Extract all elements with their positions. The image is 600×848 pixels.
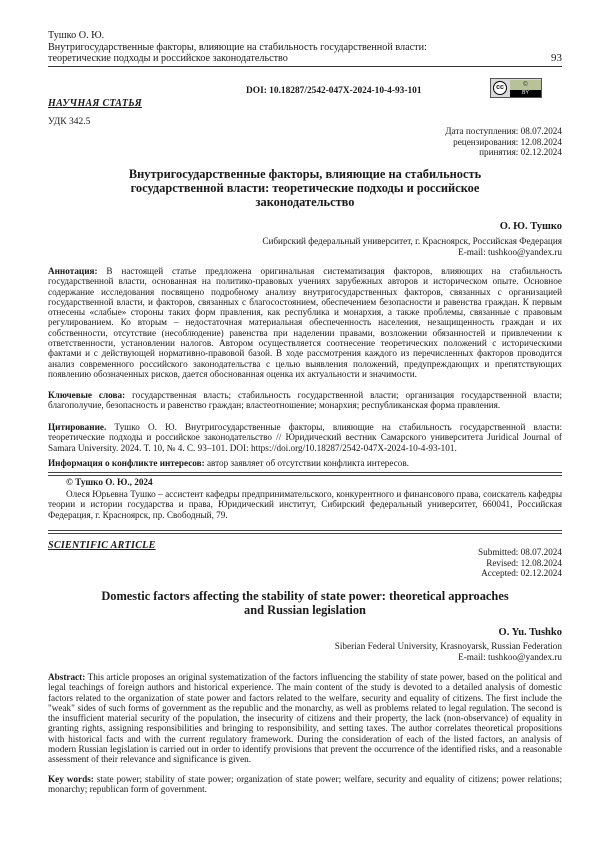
- header-divider: [48, 66, 562, 67]
- doi-label: DOI: 10.18287/2542-047X-2024-10-4-93-101: [246, 86, 422, 96]
- citation-ru-text: Тушко О. Ю. Внутригосударственные факторы, влияющие на стабильность государственной власти: теоретические подходы и российское законодательство // Юридический вестник Самарского университета Juridical Journal of Samara University. 2024. Т. 10, № 4. С. 93–101. DOI: https://doi.org/10.18287/2542-047X-2024-10-4-93-101.: [48, 422, 562, 453]
- section-type-ru: НАУЧНАЯ СТАТЬЯ: [48, 98, 142, 109]
- keywords-en-text: state power; stability of state power; organization of state power; welfare, security and equality of citizens; power relations; monarchy; republican form of government.: [48, 774, 562, 795]
- title-en-line: Domestic factors affecting the stability of state power: theoretical approaches: [101, 589, 509, 603]
- dates-ru: [445, 126, 562, 158]
- abstract-ru: [48, 266, 562, 379]
- citation-ru-label: Цитирование.: [48, 422, 107, 432]
- author-bio-ru: Олеся Юрьевна Тушко – ассистент кафедры предпринимательского, конкурентного и финансового права, соискатель кафедры теории и истории государства и права, Юридический институт, Сибирский федеральный университет, 660041, Российская Федерация, г. Красноярск, пр. Свободный, 79.: [48, 489, 562, 520]
- author-affiliation-en: [335, 641, 562, 662]
- running-header: [48, 30, 518, 65]
- date-received-ru: Дата поступления: 08.07.2024: [445, 126, 562, 136]
- affiliation-en: Siberian Federal University, Krasnoyarsk, Russian Federation: [334, 641, 562, 651]
- conflict-of-interest-ru: [48, 458, 562, 468]
- cc-by-label: BY: [510, 90, 541, 97]
- keywords-ru-text: государственная власть; стабильность государственной власти; организация государственной власти; благополучие, безопасность и равенство граждан; властеотношение; монархия; республиканская форма правления.: [48, 390, 562, 411]
- title-ru-line: Внутригосударственные факторы, влияющие на стабильность: [128, 167, 482, 181]
- author-affiliation-ru: [262, 236, 562, 257]
- date-submitted-en: Submitted: 08.07.2024: [478, 547, 562, 557]
- section-type-en: SCIENTIFIC ARTICLE: [48, 540, 156, 551]
- keywords-ru-label: Ключевые слова:: [48, 390, 126, 400]
- article-title-ru: [120, 167, 490, 209]
- affiliation-ru: Сибирский федеральный университет, г. Красноярск, Российская Федерация: [262, 236, 562, 246]
- keywords-ru: [48, 390, 562, 411]
- conflict-ru-label: Информация о конфликте интересов:: [48, 458, 205, 468]
- title-en-line: and Russian legislation: [244, 603, 366, 617]
- section-divider: [48, 530, 562, 534]
- title-ru-line: законодательство: [255, 195, 355, 209]
- article-title-en: [60, 589, 550, 617]
- running-header-author: Тушко О. Ю.: [48, 30, 105, 41]
- email-en: E-mail: tushkoo@yandex.ru: [458, 651, 562, 662]
- cc-mark: cc: [493, 81, 507, 95]
- date-accepted-en: Accepted: 02.12.2024: [481, 568, 562, 579]
- author-name-ru: О. Ю. Тушко: [499, 221, 562, 232]
- cc-attribution-symbol: ©: [510, 80, 541, 90]
- conflict-ru-text: автор заявляет об отсутствии конфликта интересов.: [204, 458, 409, 468]
- abstract-ru-label: Аннотация:: [48, 266, 98, 276]
- citation-ru: [48, 422, 562, 453]
- title-ru-line: государственной власти: теоретические подходы и российское: [130, 181, 480, 195]
- running-header-title-line1: Внутригосударственные факторы, влияющие на стабильность государственной власти:: [48, 41, 427, 53]
- abstract-ru-text: В настоящей статье предложена оригинальная систематизация факторов, влияющих на стабильность государственной власти, основанная на политико-правовых учениях зарубежных авторов и историческом опыте. Основное содержание исследования посвящено подробному анализу внутригосударственных факторов, связанных с организацией государственной власти, и факторов, связанных с благосостоянием, обеспечением безопасности и равенства граждан. К первым отнесены «слабые» стороны таких форм правления, как республика и монархия, а также проблемы, связанные с правовым регулированием. Ко вторым – недостаточная материальная обеспеченность населения, незащищенность граждан и их собственности, отсутствие (несоблюдение) равенства при наделении правами, возложении обязанностей и привлечении к ответственности, установлении налогов. Автором осуществляется соотнесение теоретических положений с историческими фактами и с действующей нормативно-правовой базой. В ходе рассмотрения каждого из перечисленных факторов проводится анализ современного российского законодательства с целью выявления положений, предупреждающих и препятствующих появлению обозначенных рисков, дается обоснованная оценка их актуальности и значимости.: [48, 266, 562, 379]
- keywords-en-label: Key words:: [48, 774, 94, 784]
- date-accepted-ru: принятия: 02.12.2024: [479, 147, 562, 158]
- email-ru: E-mail: tushkoo@yandex.ru: [458, 246, 562, 257]
- abstract-en-text: This article proposes an original systematization of the factors influencing the stability of state power, based on the political and legal teachings of foreign authors and historical experience. The main content of the study is devoted to a detailed analysis of domestic factors related to the organization of state power and factors related to the welfare, security and equality of citizens. The first include the "weak" sides of such forms of government as the republic and the monarchy, as well as problems related to legal regulation. The second is the insufficient material security of the population, the insecurity of citizens and their property, the lack (non-observance) of equality in granting rights, assigning responsibilities and bringing to responsibility, and setting taxes. The author correlates theoretical propositions with historical facts and with the current regulatory framework. During the consideration of each of the listed factors, an analysis of modern Russian legislation is carried out in order to identify provisions that prevent the occurrence of the identified risks, and a reasonable assessment of their relevance and significance is given.: [48, 672, 562, 765]
- date-revised-en: Revised: 12.08.2024: [486, 557, 562, 568]
- running-header-title-line2: теоретические подходы и российское законодательство: [48, 53, 288, 64]
- dates-en: [478, 547, 562, 579]
- date-reviewed-ru: рецензирования: 12.08.2024: [453, 136, 562, 147]
- author-name-en: O. Yu. Tushko: [498, 627, 562, 638]
- copyright-ru: © Тушко О. Ю., 2024: [66, 477, 153, 487]
- section-divider: [48, 472, 562, 476]
- cc-by-icon: [490, 78, 542, 98]
- udk-code: УДК 342.5: [48, 117, 91, 127]
- keywords-en: [48, 774, 562, 795]
- abstract-en: [48, 672, 562, 765]
- page-number: 93: [551, 52, 562, 64]
- abstract-en-label: Abstract:: [48, 672, 86, 682]
